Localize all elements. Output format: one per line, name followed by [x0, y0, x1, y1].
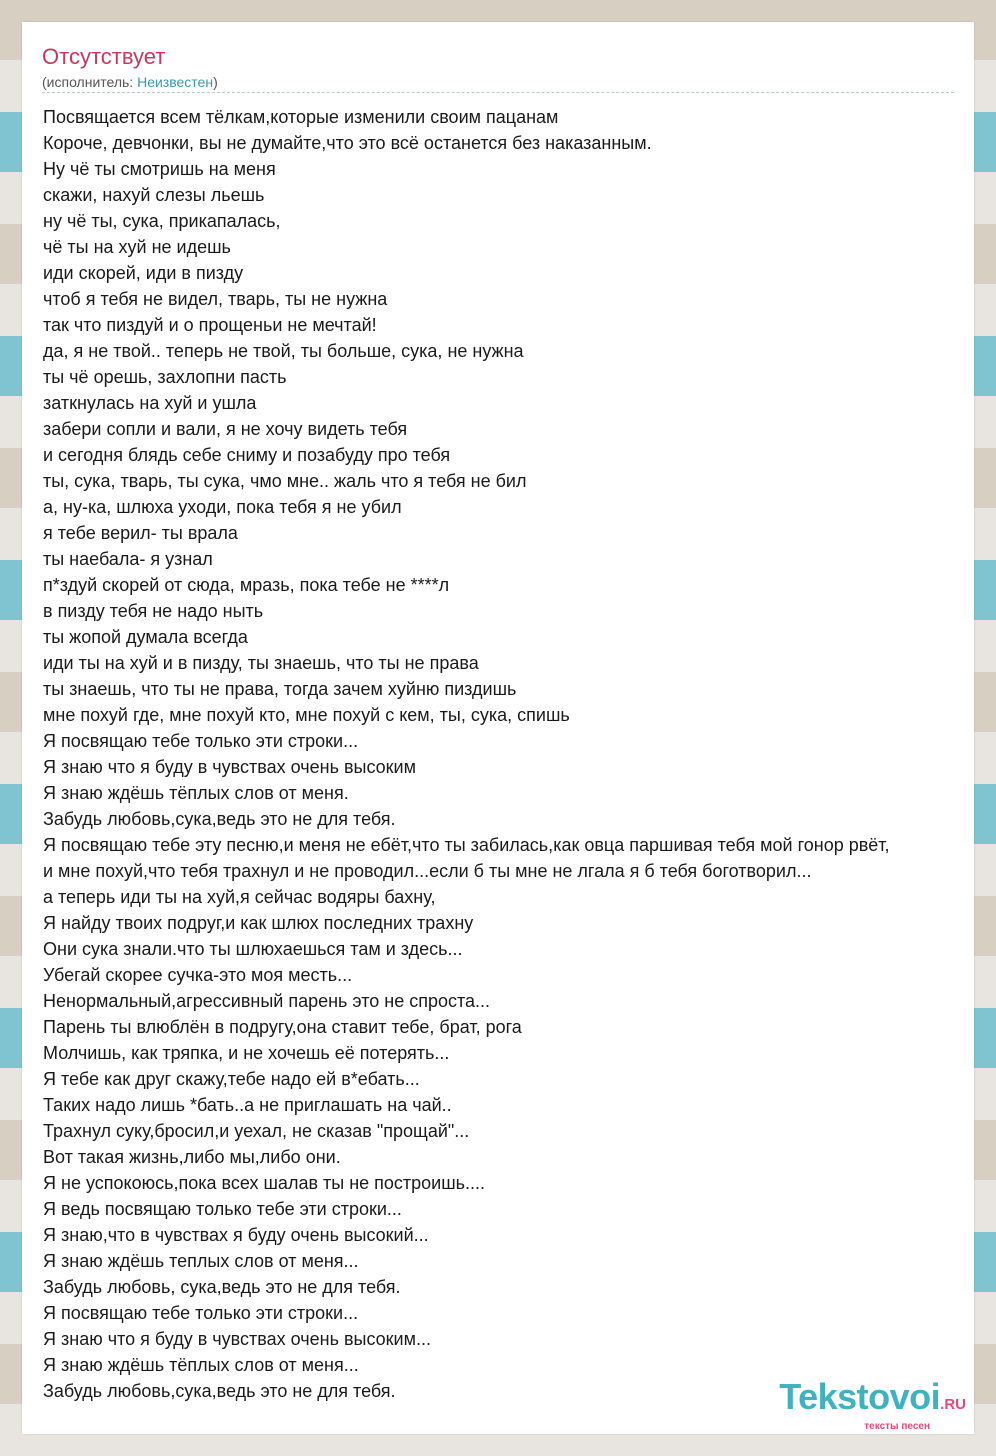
lyric-line: Короче, девчонки, вы не думайте,что это всё останется без наказанным.: [43, 133, 652, 153]
lyric-line: Забудь любовь, сука,ведь это не для тебя.: [43, 1277, 401, 1297]
lyric-line: Парень ты влюблён в подругу,она ставит тебе, брат, рога: [43, 1017, 522, 1037]
lyric-line: Я посвящаю тебе только эти строки...: [43, 1303, 359, 1323]
lyric-line: ты чё орешь, захлопни пасть: [43, 367, 287, 387]
lyric-line: мне похуй где, мне похуй кто, мне похуй с кем, ты, сука, спишь: [43, 705, 570, 725]
logo-tagline: тексты песен: [864, 1421, 930, 1432]
lyric-line: я тебе верил- ты врала: [43, 523, 238, 543]
lyric-line: в пизду тебя не надо ныть: [43, 601, 264, 621]
lyric-line: чё ты на хуй не идешь: [43, 237, 231, 257]
lyric-line: иди скорей, иди в пизду: [43, 263, 244, 283]
lyric-line: Молчишь, как тряпка, и не хочешь её потерять...: [43, 1043, 450, 1063]
lyric-line: Я знаю,что в чувствах я буду очень высокий...: [43, 1225, 429, 1245]
lyric-line: да, я не твой.. теперь не твой, ты больше, сука, не нужна: [43, 341, 524, 361]
lyric-line: иди ты на хуй и в пизду, ты знаешь, что ты не права: [43, 653, 479, 673]
lyric-line: Я найду твоих подруг,и как шлюх последних трахну: [43, 913, 474, 933]
lyric-line: Вот такая жизнь,либо мы,либо они.: [43, 1147, 341, 1167]
logo-tld: .RU: [940, 1396, 966, 1413]
artist-line: [42, 73, 218, 91]
lyric-line: ну чё ты, сука, прикапалась,: [43, 211, 281, 231]
lyric-line: забери сопли и вали, я не хочу видеть тебя: [43, 419, 408, 439]
lyric-line: Я знаю что я буду в чувствах очень высоким...: [43, 1329, 431, 1349]
lyric-line: Ненормальный,агрессивный парень это не спроста...: [43, 991, 491, 1011]
lyric-line: п*здуй скорей от сюда, мразь, пока тебе не ****л: [43, 575, 450, 595]
lyric-line: Я знаю ждёшь тёплых слов от меня.: [43, 783, 349, 803]
lyric-line: Я знаю ждёшь тёплых слов от меня...: [43, 1355, 359, 1375]
lyric-line: Я знаю ждёшь теплых слов от меня...: [43, 1251, 359, 1271]
header-divider: [42, 92, 954, 93]
artist-link[interactable]: Неизвестен: [137, 74, 214, 90]
lyric-line: Таких надо лишь *бать..а не приглашать на чай..: [43, 1095, 452, 1115]
lyric-line: Трахнул суку,бросил,и уехал, не сказав "прощай"...: [43, 1121, 470, 1141]
lyric-line: а теперь иди ты на хуй,я сейчас водяры бахну,: [43, 887, 436, 907]
site-logo[interactable]: [779, 1378, 966, 1432]
lyric-line: ты, сука, тварь, ты сука, чмо мне.. жаль что я тебя не бил: [43, 471, 527, 491]
lyric-line: заткнулась на хуй и ушла: [43, 393, 257, 413]
lyric-line: ты знаешь, что ты не права, тогда зачем хуйню пиздишь: [43, 679, 517, 699]
lyric-line: Они сука знали.что ты шлюхаешься там и здесь...: [43, 939, 463, 959]
lyric-line: так что пиздуй и о прощеньи не мечтай!: [43, 315, 377, 335]
logo-brand-name: Tekstovoi: [779, 1376, 941, 1417]
lyrics-card: [22, 22, 974, 1434]
lyric-line: Я посвящаю тебе эту песню,и меня не ебёт,что ты забилась,как овца паршивая тебя мой гонор рвёт,: [43, 835, 890, 855]
lyric-line: и сегодня блядь себе сниму и позабуду про тебя: [43, 445, 451, 465]
artist-suffix: ): [213, 74, 218, 90]
lyric-line: скажи, нахуй слезы льешь: [43, 185, 265, 205]
lyric-line: Я ведь посвящаю только тебе эти строки...: [43, 1199, 402, 1219]
lyric-line: и мне похуй,что тебя трахнул и не проводил...если б ты мне не лгала я б тебя боготворил...: [43, 861, 812, 881]
logo-brand: [779, 1378, 966, 1424]
lyric-line: ты наебала- я узнал: [43, 549, 213, 569]
lyric-line: чтоб я тебя не видел, тварь, ты не нужна: [43, 289, 388, 309]
lyrics-text: [43, 104, 974, 1404]
lyric-line: Я тебе как друг скажу,тебе надо ей в*ебать...: [43, 1069, 420, 1089]
song-title: Отсутствует: [42, 44, 166, 69]
lyric-line: ты жопой думала всегда: [43, 627, 248, 647]
lyric-line: а, ну-ка, шлюха уходи, пока тебя я не убил: [43, 497, 402, 517]
lyric-line: Ну чё ты смотришь на меня: [43, 159, 276, 179]
lyric-line: Я не успокоюсь,пока всех шалав ты не построишь....: [43, 1173, 486, 1193]
lyric-line: Я посвящаю тебе только эти строки...: [43, 731, 359, 751]
lyric-line: Убегай скорее сучка-это моя месть...: [43, 965, 353, 985]
lyric-line: Посвящается всем тёлкам,которые изменили своим пацанам: [43, 107, 559, 127]
lyric-line: Забудь любовь,сука,ведь это не для тебя.: [43, 1381, 396, 1401]
lyric-line: Я знаю что я буду в чувствах очень высоким: [43, 757, 416, 777]
lyric-line: Забудь любовь,сука,ведь это не для тебя.: [43, 809, 396, 829]
artist-prefix: (исполнитель:: [42, 74, 138, 90]
